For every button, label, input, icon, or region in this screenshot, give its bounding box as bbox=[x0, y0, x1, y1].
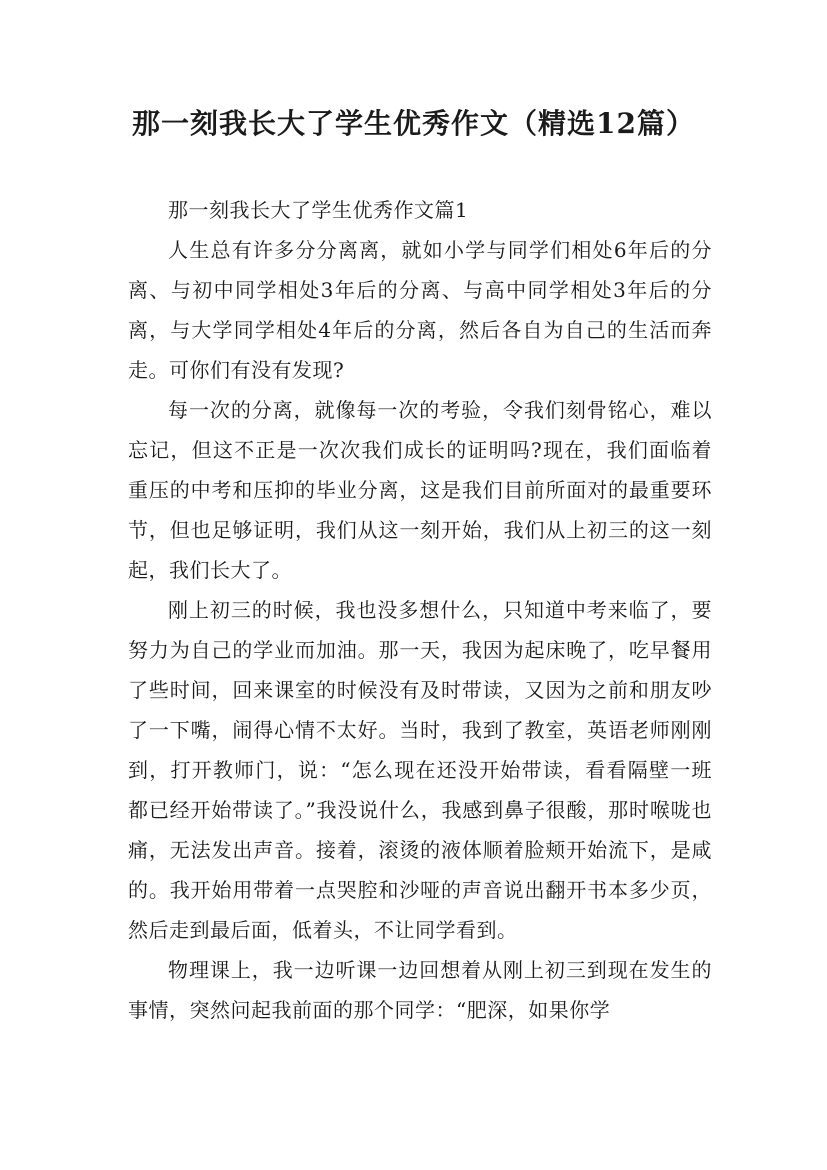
paragraph-4: 物理课上，我一边听课一边回想着从刚上初三到现在发生的事情，突然问起我前面的那个同学：“肥深，如果你学 bbox=[128, 958, 712, 1022]
document-title: 那一刻我长大了学生优秀作文（精选12篇） bbox=[132, 107, 695, 140]
paragraph-3: 刚上初三的时候，我也没多想什么，只知道中考来临了，要努力为自己的学业而加油。那一天，我因为起床晚了，吃早餐用了些时间，回来课室的时候没有及时带读，又因为之前和朋友吵了一下嘴，闹得心情不太好。当时，我到了教室，英语老师刚刚到，打开教师门，说：“怎么现在还没开始带读，看看隔壁一班都已经开始带读了。”我没说什么，我感到鼻子很酸，那时喉咙也痛，无法发出声音。接着，滚烫的液体顺着脸颊开始流下，是咸的。我开始用带着一点哭腔和沙哑的声音说出翻开书本多少页，然后走到最后面，低着头，不让同学看到。 bbox=[128, 598, 712, 942]
paragraph-1: 人生总有许多分分离离，就如小学与同学们相处6年后的分离、与初中同学相处3年后的分离、与高中同学相处3年后的分离，与大学同学相处4年后的分离，然后各自为自己的生活而奔走。可你们有没有发现? bbox=[128, 238, 712, 382]
paragraph-2: 每一次的分离，就像每一次的考验，令我们刻骨铭心，难以忘记，但这不正是一次次我们成长的证明吗?现在，我们面临着重压的中考和压抑的毕业分离，这是我们目前所面对的最重要环节，但也足够证明，我们从这一刻开始，我们从上初三的这一刻起，我们长大了。 bbox=[128, 398, 712, 582]
section-heading: 那一刻我长大了学生优秀作文篇1 bbox=[168, 198, 469, 222]
document-body bbox=[128, 190, 712, 1030]
